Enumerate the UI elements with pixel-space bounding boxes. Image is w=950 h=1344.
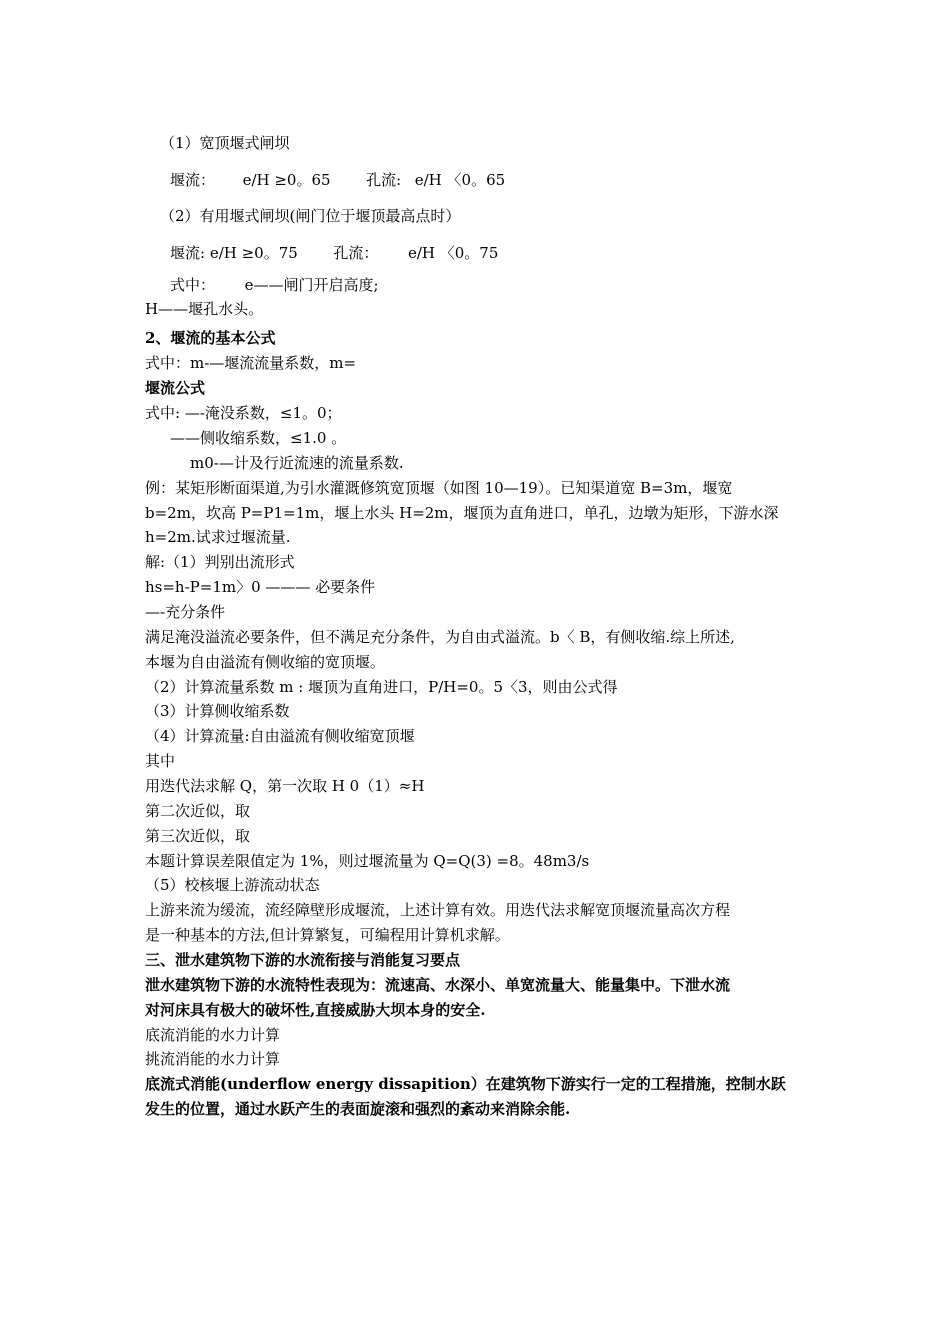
section-heading-energy-dissipation: 三、泄水建筑物下游的水流衔接与消能复习要点	[145, 951, 461, 969]
example-text-line: h=2m.试求过堰流量.	[145, 528, 291, 546]
text-line: ——侧收缩系数，≤1.0 。	[170, 429, 347, 447]
heading-broad-crested-weir-gate: （1）宽顶堰式闸坝	[160, 134, 290, 152]
solution-step-2: （2）计算流量系数 m : 堰顶为直角进口，P/H=0。5〈3，则由公式得	[145, 678, 618, 696]
text-line: 满足淹没溢流必要条件，但不满足充分条件，为自由式溢流。b〈 B，有侧收缩.综上所述,	[145, 628, 735, 646]
solution-step-3: （3）计算侧收缩系数	[145, 702, 290, 720]
label-orifice-flow-2: 孔流：	[333, 244, 379, 262]
label-orifice-flow: 孔流:	[366, 171, 402, 189]
text-line: 是一种基本的方法,但计算繁复，可编程用计算机求解。	[145, 926, 510, 944]
weir-flow-criterion-2	[170, 243, 840, 263]
subheading-weir-formula: 堰流公式	[145, 379, 206, 397]
symbol-definition-e	[170, 275, 840, 295]
text-line: —-充分条件	[145, 603, 226, 621]
bold-text-line: 底流式消能(underflow energy dissapition）在建筑物下游实行一定的工程措施，控制水跃	[145, 1075, 786, 1093]
text-line: 其中	[145, 752, 176, 770]
section-heading-weir-formula: 2、堰流的基本公式	[145, 329, 276, 347]
solution-step-1: 解:（1）判别出流形式	[145, 553, 295, 571]
text-line: 上游来流为缓流，流经障壁形成堰流，上述计算有效。用迭代法求解宽顶堰流量高次方程	[145, 901, 731, 919]
text-line: 挑流消能的水力计算	[145, 1050, 281, 1068]
bold-text-line: 发生的位置，通过水跃产生的表面旋滚和强烈的紊动来消除余能.	[145, 1100, 571, 1118]
value-orifice-flow-2: e/H 〈0。75	[407, 244, 499, 262]
value-orifice-flow: e/H 〈0。65	[414, 171, 506, 189]
text-line: 式中：m-—堰流流量系数，m=	[145, 354, 357, 372]
text-line: 第三次近似，取	[145, 827, 251, 845]
definition-e: e——闸门开启高度;	[244, 276, 379, 294]
text-line: 式中: —-淹没系数，≤1。0；	[145, 404, 342, 422]
symbol-definition-h: H——堰孔水头。	[145, 300, 264, 318]
solution-step-4: （4）计算流量:自由溢流有侧收缩宽顶堰	[145, 727, 415, 745]
weir-flow-criterion-1	[170, 170, 840, 190]
solution-step-5: （5）校核堰上游流动状态	[145, 876, 320, 894]
label-where: 式中：	[170, 276, 216, 294]
text-line: 第二次近似，取	[145, 802, 251, 820]
bold-text-line: 泄水建筑物下游的水流特性表现为：流速高、水深小、单宽流量大、能量集中。下泄水流	[145, 976, 731, 994]
text-line: 本堰为自由溢流有侧收缩的宽顶堰。	[145, 653, 386, 671]
bold-text-line: 对河床具有极大的破坏性,直接威胁大坝本身的安全.	[145, 1001, 486, 1019]
example-text-line: b=2m，坎高 P=P1=1m，堰上水头 H=2m，堰顶为直角进口，单孔，边墩为矩形，下游水深	[145, 504, 779, 522]
heading-practical-weir-gate: （2）有用堰式闸坝(闸门位于堰顶最高点时）	[160, 207, 461, 225]
text-line: hs=h-P=1m〉0 ——— 必要条件	[145, 578, 376, 596]
label-weir-flow: 堰流：	[170, 171, 216, 189]
value-weir-flow-2: 堰流: e/H ≥0。75	[170, 244, 298, 262]
text-line: m0-—计及行近流速的流量系数.	[190, 454, 404, 472]
text-line: 底流消能的水力计算	[145, 1026, 281, 1044]
text-line: 本题计算误差限值定为 1%，则过堰流量为 Q=Q(3) =8。48m3/s	[145, 852, 590, 870]
example-text-line: 例：某矩形断面渠道,为引水灌溉修筑宽顶堰（如图 10—19）。已知渠道宽 B=3m，堰宽	[145, 479, 733, 497]
text-line: 用迭代法求解 Q，第一次取 H 0（1）≈H	[145, 777, 425, 795]
value-weir-flow: e/H ≥0。65	[242, 171, 331, 189]
